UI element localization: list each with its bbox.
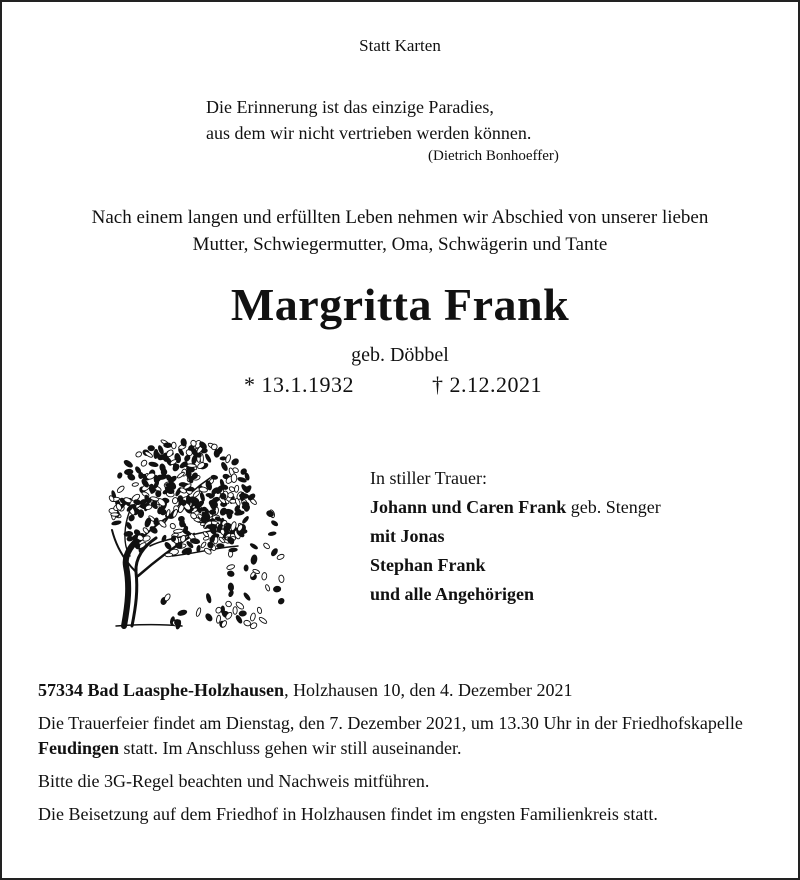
quote-line-1: Die Erinnerung ist das einzige Paradies, [206,97,494,117]
statt-karten-label: Statt Karten [359,36,441,55]
mourner-line-3 [370,551,661,580]
footer-info [38,678,758,835]
service-info [38,711,758,761]
burial-info: Die Beisetzung auf dem Friedhof in Holzhausen findet im engsten Familienkreis statt. [38,804,658,824]
mourner-jonas: mit Jonas [370,526,445,546]
place-date-line [38,678,758,703]
born-name: geb. Döbbel [351,344,449,366]
intro-line-2: Mutter, Schwiegermutter, Oma, Schwägerin und Tante [192,234,608,255]
mourner-names-bold: Johann und Caren Frank [370,497,567,517]
mourner-line-1 [370,493,661,522]
mourners-heading: In stiller Trauer: [370,468,487,488]
place-bold: 57334 Bad Laasphe-Holzhausen [38,680,285,700]
quote-author: (Dietrich Bonhoeffer) [428,148,559,164]
mourner-relatives: und alle Angehörigen [370,584,535,604]
death-date: † 2.12.2021 [432,372,542,397]
rule-3g: Bitte die 3G-Regel beachten und Nachweis mitführen. [38,771,430,791]
windblown-tree-icon [102,426,287,631]
intro-text [22,204,778,258]
mourner-line-4 [370,580,661,609]
birth-date: * 13.1.1932 [244,372,354,397]
service-text-1: Die Trauerfeier findet am Dienstag, den 7. Dezember 2021, um 13.30 Uhr in der Friedhofskapelle [38,713,743,733]
mourner-line-2 [370,522,661,551]
deceased-name: Margritta Frank [230,279,570,330]
mourner-stephan: Stephan Frank [370,555,486,575]
intro-line-1: Nach einem langen und erfüllten Leben nehmen wir Abschied von unserer lieben [91,207,709,228]
place-rest: , Holzhausen 10, den 4. Dezember 2021 [284,680,573,700]
service-text-2: statt. Im Anschluss gehen wir still auseinander. [119,738,462,758]
bonhoeffer-quote [206,94,626,166]
quote-line-2: aus dem wir nicht vertrieben werden können. [206,123,532,143]
service-location: Feudingen [38,738,120,758]
mourner-born-name: geb. Stenger [566,497,661,517]
mourners-block [370,464,661,609]
